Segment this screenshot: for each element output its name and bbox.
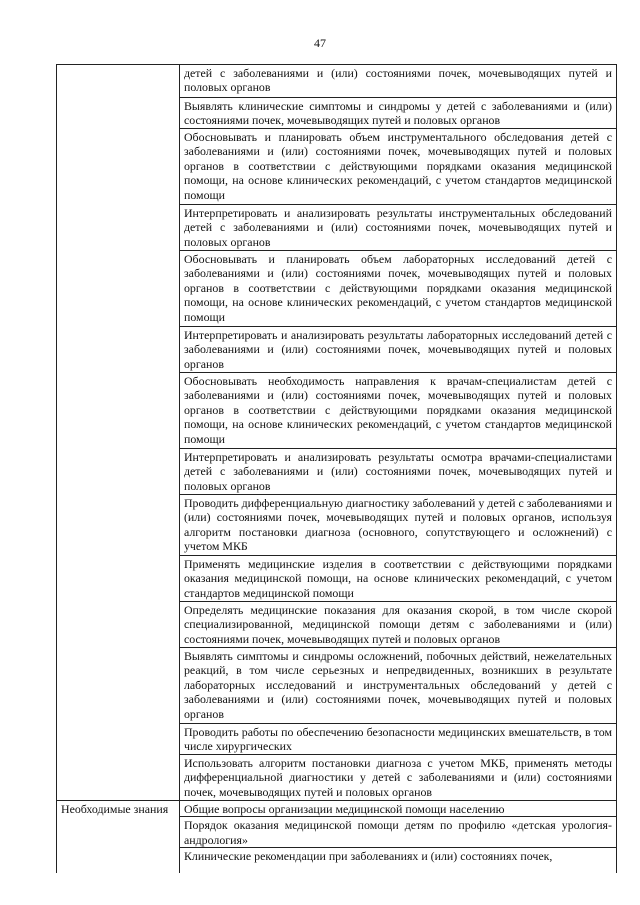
skill-item: Интерпретировать и анализировать результаты инструментальных обследований детей с заболеваниями и (или) состояниями почек, мочевыводящих путей и половых органов [179, 205, 616, 251]
skill-item: Применять медицинские изделия в соответствии с действующими порядками оказания медицинской помощи, на основе клинических рекомендаций, с учетом стандартов медицинской помощи [179, 556, 616, 602]
skill-item: Проводить дифференциальную диагностику заболеваний у детей с заболеваниями и (или) состояниями почек, мочевыводящих путей и половых органов, используя алгоритм постановки диагноза (основного, сопутствующего и осложнений) с учетом МКБ [179, 495, 616, 556]
skills-label-cell [57, 65, 180, 801]
table-row [57, 801, 617, 817]
page-number: 47 [314, 36, 326, 50]
knowledge-item: Общие вопросы организации медицинской помощи населению [179, 801, 616, 817]
knowledge-item: Клинические рекомендации при заболеваниях и (или) состояниях почек, [179, 848, 616, 874]
skill-item: Использовать алгоритм постановки диагноза с учетом МКБ, применять методы дифференциальной диагностики у детей с заболеваниями и (или) состояниями почек, мочевыводящих путей и половых органов [179, 755, 616, 801]
skill-item: Выявлять клинические симптомы и синдромы у детей с заболеваниями и (или) состояниями почек, мочевыводящих путей и половых органов [179, 98, 616, 129]
requirements-table [56, 64, 617, 873]
skill-item: Обосновывать и планировать объем инструментального обследования детей с заболеваниями и (или) состояниями почек, мочевыводящих путей и половых органов в соответствии с действующими порядками оказания медицинской помощи, на основе клинических рекомендаций, с учетом стандартов медицинской помощи [179, 129, 616, 205]
knowledge-label: Необходимые знания [57, 801, 180, 874]
knowledge-item: Порядок оказания медицинской помощи детям по профилю «детская урология-андрология» [179, 817, 616, 848]
skill-item: Проводить работы по обеспечению безопасности медицинских вмешательств, в том числе хирургических [179, 724, 616, 755]
skill-item: детей с заболеваниями и (или) состояниями почек, мочевыводящих путей и половых органов [179, 65, 616, 98]
table-row [57, 65, 617, 98]
skill-item: Выявлять симптомы и синдромы осложнений, побочных действий, нежелательных реакций, в том числе серьезных и непредвиденных, возникших в результате лабораторных исследований и инструментальных обследований у детей с заболеваниями и (или) состояниями почек, мочевыводящих путей и половых органов [179, 648, 616, 724]
skill-item: Интерпретировать и анализировать результаты лабораторных исследований детей с заболеваниями и (или) состояниями почек, мочевыводящих путей и половых органов [179, 327, 616, 373]
skill-item: Определять медицинские показания для оказания скорой, в том числе скорой специализированной, медицинской помощи детям с заболеваниями и (или) состояниями почек, мочевыводящих путей и половых органов [179, 602, 616, 648]
skill-item: Обосновывать и планировать объем лабораторных исследований детей с заболеваниями и (или) состояниями почек, мочевыводящих путей и половых органов в соответствии с действующими порядками оказания медицинской помощи, на основе клинических рекомендаций, с учетом стандартов медицинской помощи [179, 251, 616, 327]
skill-item: Обосновывать необходимость направления к врачам-специалистам детей с заболеваниями и (или) состояниями почек, мочевыводящих путей и половых органов в соответствии с действующими порядками оказания медицинской помощи, на основе клинических рекомендаций, с учетом стандартов медицинской помощи [179, 373, 616, 449]
skill-item: Интерпретировать и анализировать результаты осмотра врачами-специалистами детей с заболеваниями и (или) состояниями почек, мочевыводящих путей и половых органов [179, 449, 616, 495]
